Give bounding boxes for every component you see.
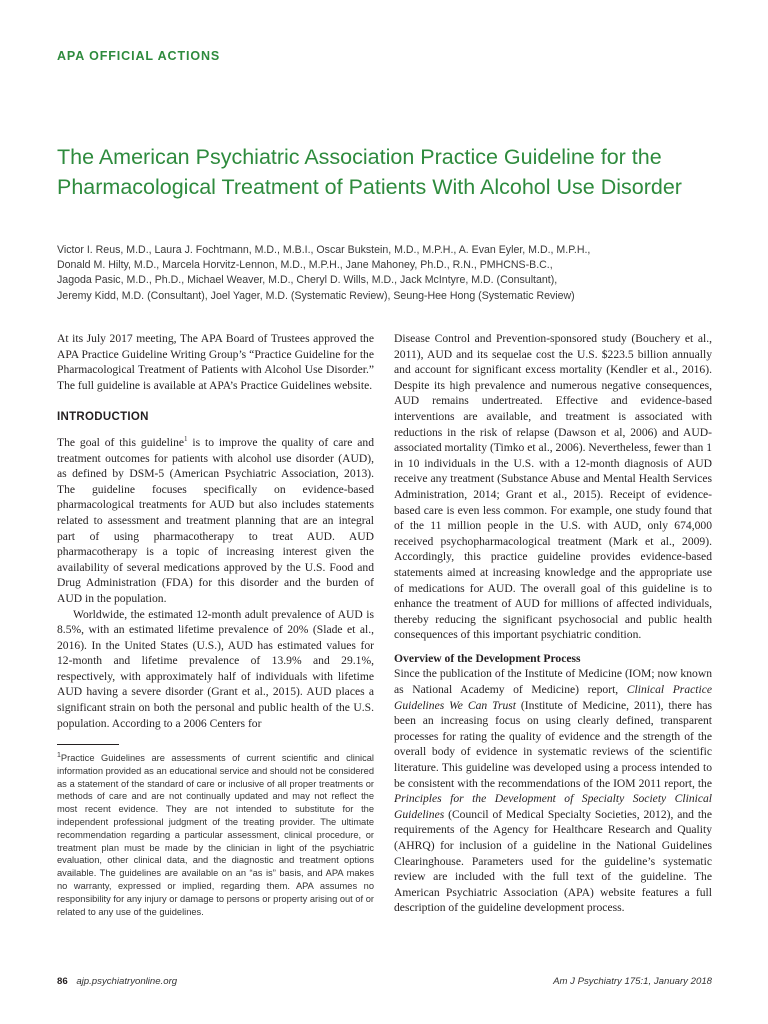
prevalence-paragraph: Worldwide, the estimated 12-month adult prevalence of AUD is 8.5%, with an estimated lifetime prevalence of 20% (Slade et al., 2016). In the United States (U.S.), AUD has estimated values for 12-month and lifetime prevalence of 13.9% and 29.1%, respectively, with approximately half of individuals with lifetime AUD having a severe disorder (Grant et al., 2015). AUD places a significant strain on both the personal and public health of the U.S. population. According to a 2006 Centers for	[57, 607, 374, 730]
goal-text-rest: is to improve the quality of care and treatment outcomes for patients with alcohol use disorder (AUD), as defined by DSM-5 (American Psychiatric Association, 2013). The guideline focuses specifically on evidence-based pharmacological treatments for AUD but also includes statements related to assessment and treatment planning that are an integral part of using pharmacotherapy to treat AUD. AUD pharmacotherapy is a topic of increasing interest given the availability of several medications approved by the U.S. Food and Drug Administration (FDA) for this disorder and the burden of AUD in the population.	[57, 435, 374, 605]
overview-paragraph	[394, 666, 712, 916]
approval-paragraph: At its July 2017 meeting, The APA Board of Trustees approved the APA Practice Guideline Writing Group’s “Practice Guideline for the Pharmacological Treatment of Patients with Alcohol Use Disorder.” The full guideline is available at APA’s Practice Guidelines website.	[57, 332, 374, 392]
footnote-marker: 1	[57, 751, 61, 759]
cost-paragraph: Disease Control and Prevention-sponsored study (Bouchery et al., 2011), AUD and its sequelae cost the U.S. $223.5 billion annually and account for significant excess mortality (Kendler et al., 2016). Despite its high prevalence and numerous negative consequences, AUD remains undertreated. Effective and evidence-based interventions are available, and treatment is associated with reductions in the risk of relapse (Dawson et al, 2006) and AUD-associated mortality (Timko et al., 2006). Nevertheless, fewer than 1 in 10 individuals in the U.S. with a 12-month diagnosis of AUD receive any treatment (Substance Abuse and Mental Health Services Administration, 2014; Grant et al., 2015). Receipt of evidence-based care is even less common. For example, one study found that of the 11 million people in the U.S. with AUD, only 674,000 received psychopharmacological treatment (Mark et al., 2009). Accordingly, this practice guideline provides evidence-based statements aimed at increasing knowledge and the appropriate use of medications for AUD. The overall goal of this guideline is to enhance the treatment of AUD for millions of affected individuals, thereby reducing the significant psychosocial and public health consequences of this important psychiatric condition.	[394, 332, 712, 642]
page-footer	[57, 976, 712, 987]
footnote	[57, 752, 374, 918]
overview-text-3: (Council of Medical Specialty Societies, 2012), and the requirements of the Agency for Healthcare Research and Quality (AHRQ) for inclusion of a guideline in the National Guidelines Clearinghouse. Parameters used for the guideline’s systematic review are included with the full text of the guideline. The American Psychiatric Association (APA) website features a full description of the guideline development process.	[394, 807, 712, 915]
cmss-principles-title: Principles for the Development of Specialty Society Clinical Guidelines	[394, 792, 712, 821]
article-title: The American Psychiatric Association Practice Guideline for the Pharmacological Treatment of Patients With Alcohol Use Disorder	[57, 145, 682, 199]
footnote-rule	[57, 744, 119, 745]
goal-paragraph	[57, 435, 374, 607]
author-line: Jeremy Kidd, M.D. (Consultant), Joel Yager, M.D. (Systematic Review), Seung-Hee Hong (Systematic Review)	[57, 289, 575, 302]
journal-url-link[interactable]: ajp.psychiatryonline.org	[76, 976, 178, 987]
page-number: 86	[57, 976, 68, 987]
overview-text-1: Since the publication of the Institute of Medicine (IOM; now known as National Academy of Medicine) report,	[394, 667, 712, 697]
section-label: APA OFFICIAL ACTIONS	[57, 49, 221, 63]
overview-heading: Overview of the Development Process	[394, 651, 581, 665]
author-list	[57, 243, 717, 304]
iom-report-title: Clinical Practice Guidelines We Can Trust	[394, 683, 712, 712]
introduction-heading: INTRODUCTION	[57, 411, 149, 424]
overview-text-2: (Institute of Medicine, 2011), there has been an increasing focus on using clearly defined, transparent processes for rating the quality of evidence and the strength of the overall body of evidence in systematic reviews of the scientific literature. This guideline was developed using a process intended to be consistent with the recommendations of the IOM 2011 report, the	[394, 698, 712, 790]
journal-reference: Am J Psychiatry 175:1, January 2018	[553, 976, 712, 987]
right-column	[394, 331, 712, 916]
footnote-text: Practice Guidelines are assessments of current scientific and clinical information provided as an educational service and should not be considered as a statement of the standard of care or inclusive of all proper treatments or methods of care and are not continually updated and may not reflect the most recent evidence. They are not intended to substitute for the independent professional judgment of the treating provider. The ultimate recommendation regarding a particular assessment, clinical procedure, or treatment plan must be made by the clinician in light of the psychiatric evaluation, other clinical data, and the diagnostic and treatment options available. The guidelines are available on an “as is” basis, and APA makes no warranty, expressed or implied, regarding them. APA assumes no responsibility for any injury or damage to persons or property arising out of or related to any use of the guidelines.	[57, 753, 374, 917]
goal-text-start: The goal of this guideline	[57, 435, 185, 449]
author-line: Jagoda Pasic, M.D., Ph.D., Michael Weaver, M.D., Cheryl D. Wills, M.D., Jack McIntyre, M.D. (Consultant),	[57, 274, 558, 287]
author-line: Donald M. Hilty, M.D., Marcela Horvitz-Lennon, M.D., M.P.H., Jane Mahoney, Ph.D., R.N., PMHCNS-B.C.,	[57, 259, 553, 272]
footnote-ref-link[interactable]: 1	[184, 435, 188, 444]
author-line: Victor I. Reus, M.D., Laura J. Fochtmann, M.D., M.B.I., Oscar Bukstein, M.D., M.P.H., A. Evan Eyler, M.D., M.P.H.,	[57, 244, 591, 256]
left-column	[57, 331, 374, 731]
